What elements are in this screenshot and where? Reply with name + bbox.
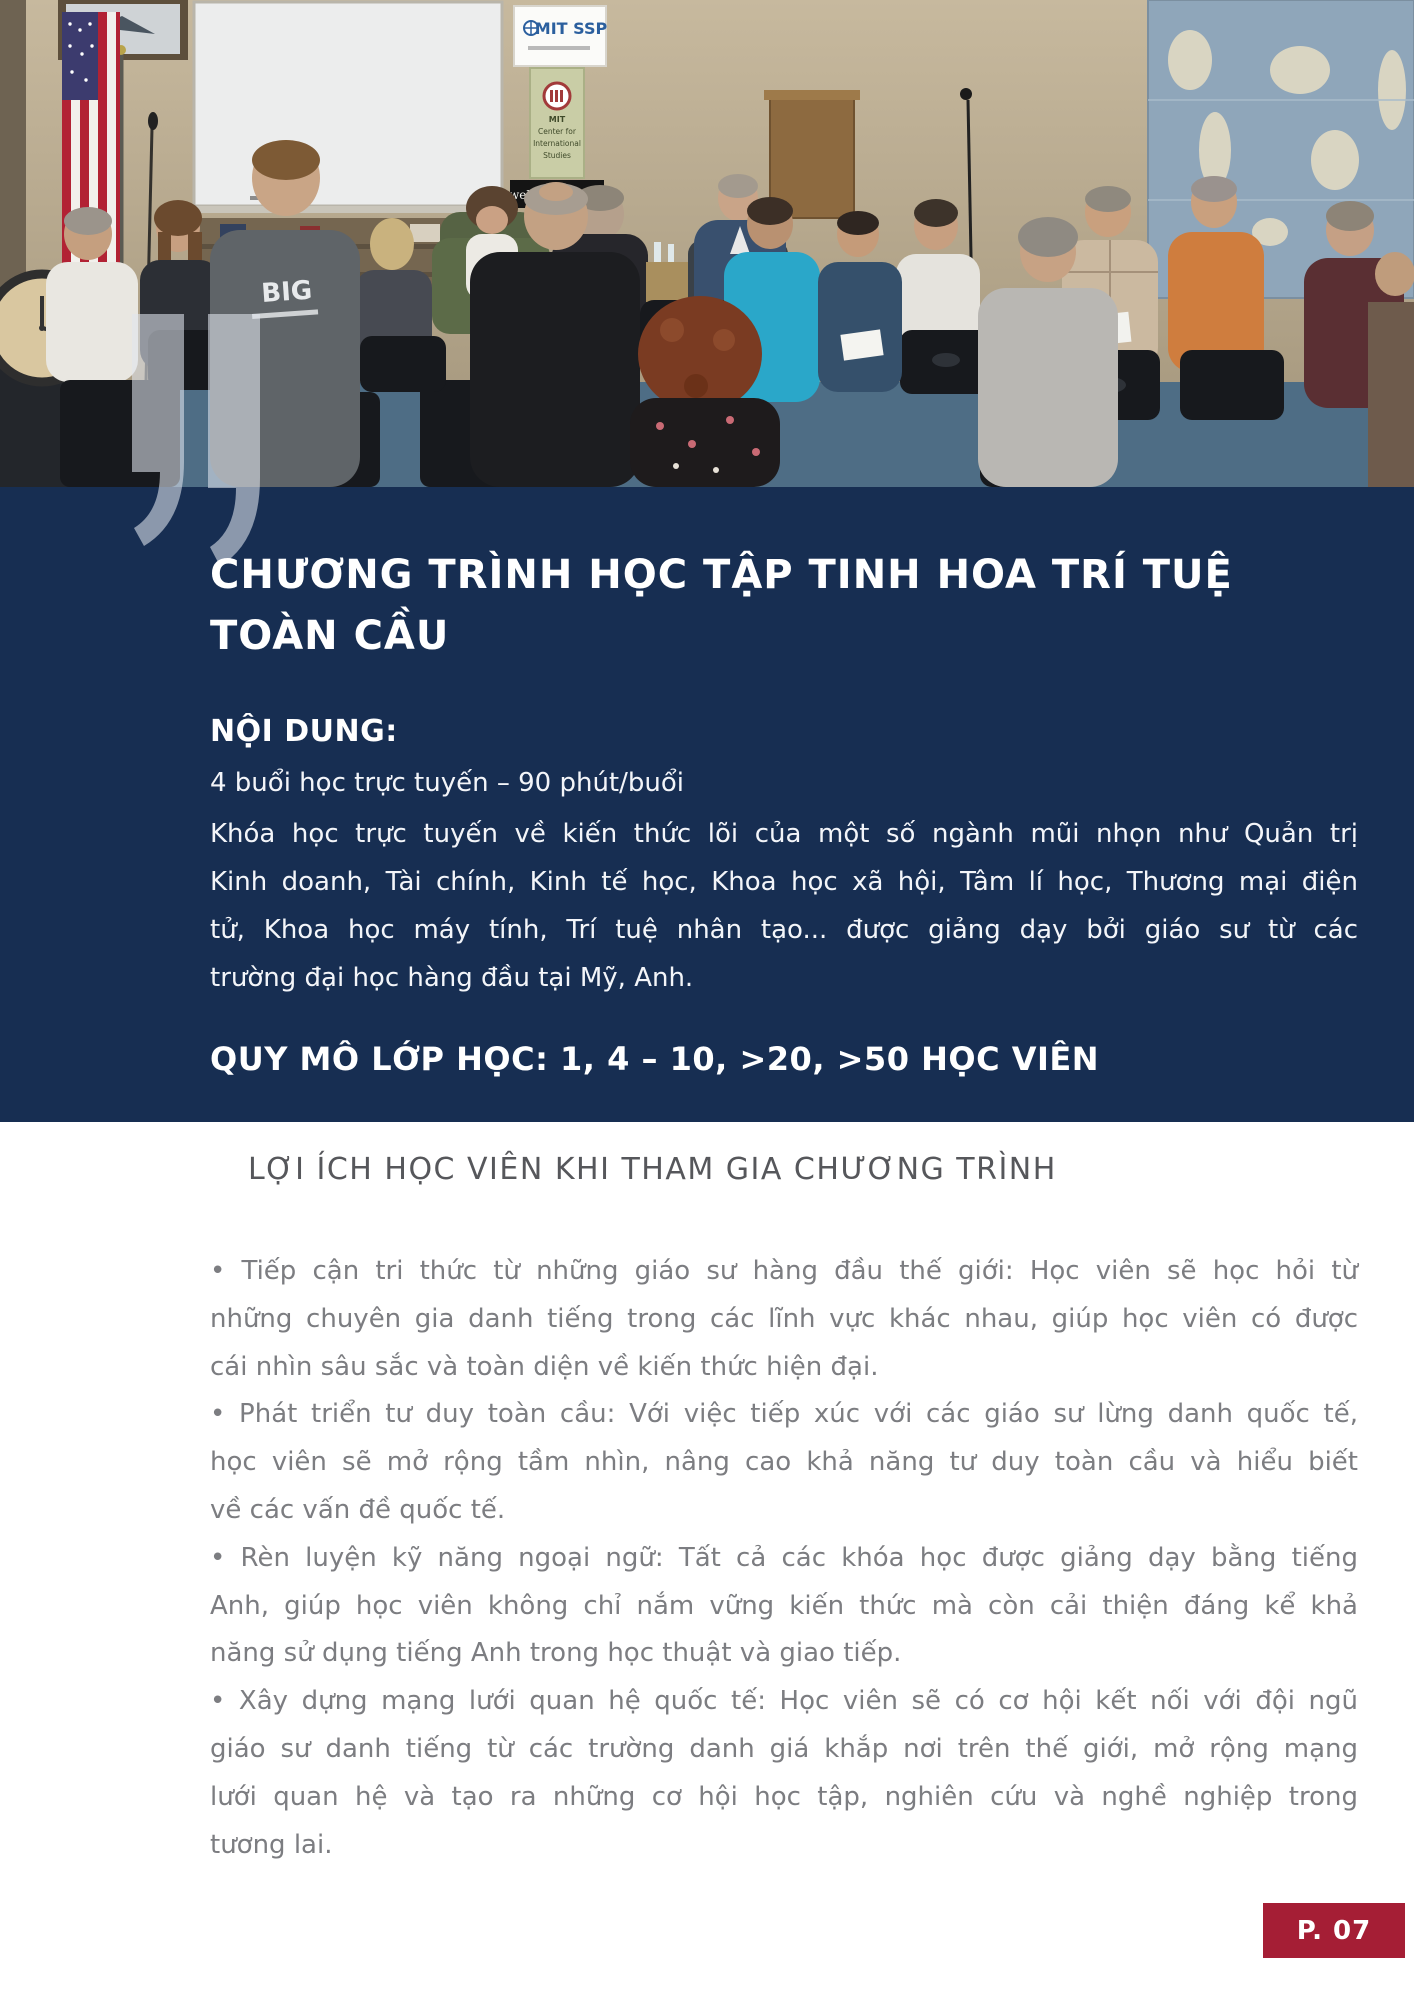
benefit-line: lưới quan hệ và tạo ra những cơ hội học tập, nghiên cứu và nghề nghiệp trong — [210, 1781, 1358, 1812]
content-heading: NỘI DUNG: — [210, 714, 398, 749]
benefit-line: Anh, giúp học viên không chỉ nắm vững kiến thức mà còn cải thiện đáng kể khả — [210, 1590, 1358, 1621]
page-title-line2: TOÀN CẦU — [210, 613, 450, 659]
benefit-line: năng sử dụng tiếng Anh trong học thuật và giao tiếp. — [210, 1638, 902, 1669]
description-line: trường đại học hàng đầu tại Mỹ, Anh. — [210, 963, 694, 993]
description-line: Kinh doanh, Tài chính, Kinh tế học, Khoa học xã hội, Tâm lí học, Thương mại điện — [210, 867, 1358, 897]
svg-text:Center for: Center for — [538, 127, 576, 136]
benefit-line: • Phát triển tư duy toàn cầu: Với việc tiếp xúc với các giáo sư lừng danh quốc tế, — [210, 1399, 1358, 1430]
quote-mark-icon — [132, 314, 282, 576]
svg-text:Studies: Studies — [543, 151, 571, 160]
svg-text:MIT: MIT — [548, 115, 566, 124]
page-number-label: P. 07 — [1296, 1915, 1372, 1946]
class-size-heading: QUY MÔ LỚP HỌC: 1, 4 – 10, >20, >50 HỌC VIÊN — [210, 1040, 1100, 1078]
benefit-line: giáo sư danh tiếng từ các trường danh giá khắp nơi trên thế giới, mở rộng mạng — [210, 1733, 1358, 1764]
course-format-line: 4 buổi học trực tuyến – 90 phút/buổi — [210, 768, 684, 798]
whiteboard — [194, 2, 502, 213]
benefits-list — [210, 1248, 1358, 1869]
benefits-heading: LỢI ÍCH HỌC VIÊN KHI THAM GIA CHƯƠNG TRÌNH — [248, 1152, 1057, 1187]
benefit-line: học viên sẽ mở rộng tầm nhìn, nâng cao khả năng tư duy toàn cầu và hiểu biết — [210, 1447, 1358, 1478]
benefit-line: • Rèn luyện kỹ năng ngoại ngữ: Tất cả các khóa học được giảng dạy bằng tiếng — [210, 1542, 1358, 1573]
tshirt-text: BIG — [260, 275, 314, 309]
benefit-line: • Tiếp cận tri thức từ những giáo sư hàng đầu thế giới: Học viên sẽ học hỏi từ — [210, 1256, 1358, 1286]
course-description — [210, 810, 1358, 1002]
page-title — [210, 545, 1380, 667]
description-line: tử, Khoa học máy tính, Trí tuệ nhân tạo... được giảng dạy bởi giáo sư từ các — [210, 915, 1358, 945]
benefit-line: những chuyên gia danh tiếng trong các lĩnh vực khác nhau, giúp học viên có được — [210, 1303, 1358, 1334]
benefit-line: cái nhìn sâu sắc và toàn diện về kiến thức hiện đại. — [210, 1351, 879, 1382]
benefit-line: về các vấn đề quốc tế. — [210, 1494, 506, 1525]
mit-ssp-text: MIT SSP — [534, 19, 608, 38]
mit-cis-banner — [530, 68, 584, 178]
page-number-badge — [1263, 1903, 1405, 1958]
svg-text:International: International — [533, 139, 581, 148]
page-title-line1: CHƯƠNG TRÌNH HỌC TẬP TINH HOA TRÍ TUỆ — [210, 552, 1233, 598]
benefit-line: tương lai. — [210, 1829, 333, 1860]
description-line: Khóa học trực tuyến về kiến thức lõi của một số ngành mũi nhọn như Quản trị — [210, 819, 1358, 849]
mit-ssp-sign — [514, 6, 607, 66]
benefit-line: • Xây dựng mạng lưới quan hệ quốc tế: Học viên sẽ có cơ hội kết nối với đội ngũ — [210, 1686, 1358, 1717]
door-edge — [0, 0, 26, 312]
